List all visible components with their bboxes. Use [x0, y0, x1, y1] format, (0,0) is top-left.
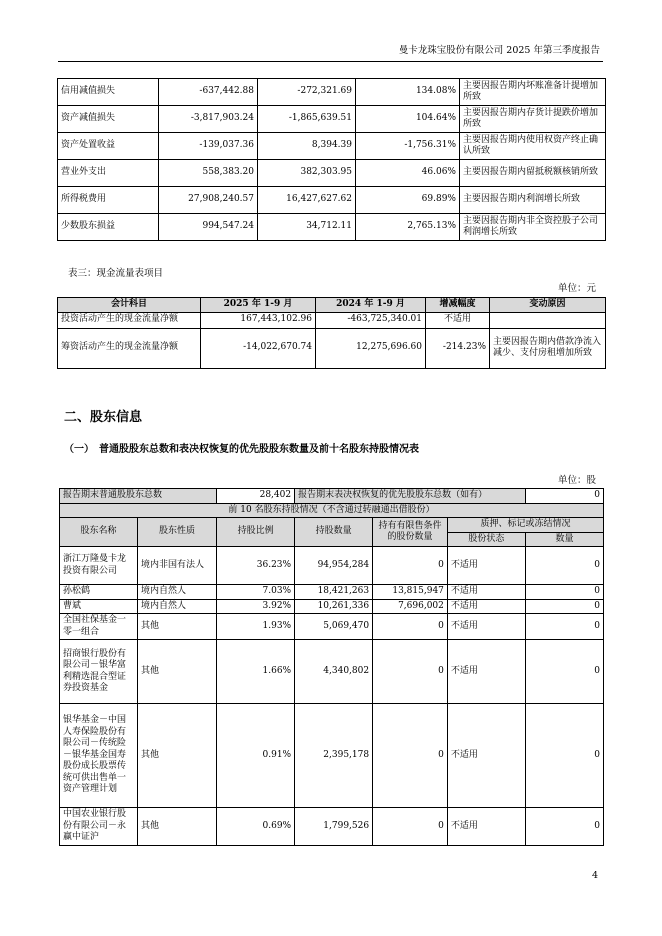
header-status: 股份状态 — [447, 532, 525, 547]
shareholder-shares: 1,799,526 — [295, 808, 373, 846]
shareholder-status: 不适用 — [447, 547, 525, 585]
shareholder-nature: 其他 — [138, 640, 217, 704]
table-row — [58, 106, 606, 133]
income-item: 少数股东损益 — [58, 214, 159, 241]
cashflow-prior: 12,275,696.60 — [316, 328, 426, 368]
shareholder-nature: 其他 — [138, 808, 217, 846]
income-item: 信用减值损失 — [58, 79, 159, 106]
shareholder-name: 招商银行股份有限公司－银华富利精选混合型证券投资基金 — [60, 640, 138, 704]
shareholder-name: 孙松鹤 — [60, 585, 138, 600]
shareholders-unit: 单位：股 — [557, 475, 596, 486]
shareholder-ratio: 0.91% — [217, 704, 295, 808]
shareholder-qty: 0 — [525, 704, 603, 808]
top10-caption: 前 10 名股东持股情况（不含通过转融通出借股份） — [60, 503, 604, 518]
income-change: 69.89% — [356, 187, 460, 214]
table-row — [58, 79, 606, 106]
header-shares: 持股数量 — [295, 518, 373, 547]
table-row — [60, 518, 604, 533]
subsection-title: （一） 普通股股东总数和表决权恢复的优先股股东数量及前十名股东持股情况表 — [64, 444, 419, 455]
shareholder-restricted: 0 — [373, 614, 448, 640]
income-change: -1,756.31% — [356, 133, 460, 160]
header-nature: 股东性质 — [138, 518, 217, 547]
income-reason: 主要因报告期内利润增长所致 — [460, 187, 606, 214]
shareholders-table — [59, 488, 604, 846]
header-name: 股东名称 — [60, 518, 138, 547]
cashflow-item: 投资活动产生的现金流量净额 — [58, 312, 201, 328]
shareholder-name: 中国农业银行股份有限公司－永赢中证沪 — [60, 808, 138, 846]
shareholder-ratio: 36.23% — [217, 547, 295, 585]
shareholder-nature: 境内自然人 — [138, 585, 217, 600]
income-change: 2,765.13% — [356, 214, 460, 241]
income-current: -3,817,903.24 — [159, 106, 258, 133]
shareholder-restricted: 0 — [373, 640, 448, 704]
income-current: -637,442.88 — [159, 79, 258, 106]
cashflow-reason: 主要因报告期内借款净流入减少、支付房租增加所致 — [490, 328, 606, 368]
header-restricted: 持有有限售条件的股份数量 — [373, 518, 448, 547]
header-ratio: 持股比例 — [217, 518, 295, 547]
cashflow-change: -214.23% — [426, 328, 490, 368]
table-row — [60, 585, 604, 600]
shareholder-status: 不适用 — [447, 808, 525, 846]
shareholder-nature: 其他 — [138, 704, 217, 808]
income-item: 所得税费用 — [58, 187, 159, 214]
table-row — [60, 489, 604, 504]
income-reason: 主要因报告期内留抵税额核销所致 — [460, 160, 606, 187]
shareholder-name: 全国社保基金一零一组合 — [60, 614, 138, 640]
income-changes-table — [57, 78, 606, 241]
income-reason: 主要因报告期内使用权资产终止确认所致 — [460, 133, 606, 160]
table-row — [58, 187, 606, 214]
income-prior: 34,712.11 — [258, 214, 356, 241]
shareholder-nature: 境内自然人 — [138, 599, 217, 614]
income-item: 营业外支出 — [58, 160, 159, 187]
shareholder-name: 曹斌 — [60, 599, 138, 614]
shareholder-status: 不适用 — [447, 640, 525, 704]
cashflow-unit: 单位：元 — [557, 283, 596, 294]
income-change: 46.06% — [356, 160, 460, 187]
cashflow-prior: -463,725,340.01 — [316, 312, 426, 328]
section-title: 二、股东信息 — [64, 410, 143, 425]
shareholder-nature: 其他 — [138, 614, 217, 640]
shareholder-ratio: 1.66% — [217, 640, 295, 704]
cashflow-item: 筹资活动产生的现金流量净额 — [58, 328, 201, 368]
shareholder-ratio: 0.69% — [217, 808, 295, 846]
cashflow-caption: 表三：现金流量表项目 — [68, 268, 164, 279]
income-change: 134.08% — [356, 79, 460, 106]
income-prior: -1,865,639.51 — [258, 106, 356, 133]
cashflow-table — [57, 297, 606, 369]
shareholder-restricted: 7,696,002 — [373, 599, 448, 614]
header-pledge: 质押、标记或冻结情况 — [447, 518, 603, 533]
shareholder-qty: 0 — [525, 808, 603, 846]
income-current: -139,037.36 — [159, 133, 258, 160]
table-row — [60, 640, 604, 704]
cashflow-change: 不适用 — [426, 312, 490, 328]
shareholder-qty: 0 — [525, 599, 603, 614]
cashflow-header-item: 会计科目 — [58, 298, 201, 313]
shareholder-ratio: 1.93% — [217, 614, 295, 640]
shareholder-shares: 18,421,263 — [295, 585, 373, 600]
cashflow-current: 167,443,102.96 — [201, 312, 316, 328]
shareholder-restricted: 0 — [373, 704, 448, 808]
shareholder-shares: 94,954,284 — [295, 547, 373, 585]
income-prior: -272,321.69 — [258, 79, 356, 106]
shareholder-qty: 0 — [525, 585, 603, 600]
income-reason: 主要因报告期内非全资控股子公司利润增长所致 — [460, 214, 606, 241]
shareholder-shares: 5,069,470 — [295, 614, 373, 640]
cashflow-header-reason: 变动原因 — [490, 298, 606, 313]
shareholder-qty: 0 — [525, 547, 603, 585]
table-row — [58, 312, 606, 328]
table-row — [58, 160, 606, 187]
shareholder-name: 银华基金－中国人寿保险股份有限公司－传统险－银华基金国寿股份成长股票传统可供出售单一资产管理计划 — [60, 704, 138, 808]
shareholder-qty: 0 — [525, 640, 603, 704]
income-prior: 382,303.95 — [258, 160, 356, 187]
table-row — [58, 214, 606, 241]
income-current: 558,383.20 — [159, 160, 258, 187]
table-row — [60, 503, 604, 518]
cashflow-header-prior: 2024 年 1-9 月 — [316, 298, 426, 313]
table-row — [60, 599, 604, 614]
shareholder-status: 不适用 — [447, 614, 525, 640]
cashflow-header-change: 增减幅度 — [426, 298, 490, 313]
income-prior: 16,427,627.62 — [258, 187, 356, 214]
shareholder-status: 不适用 — [447, 599, 525, 614]
shareholder-ratio: 3.92% — [217, 599, 295, 614]
header-divider — [58, 61, 603, 62]
page-number: 4 — [591, 870, 598, 881]
income-change: 104.64% — [356, 106, 460, 133]
table-row — [58, 133, 606, 160]
shareholder-restricted: 13,815,947 — [373, 585, 448, 600]
income-reason: 主要因报告期内存货计提跌价增加所致 — [460, 106, 606, 133]
income-item: 资产减值损失 — [58, 106, 159, 133]
preferred-shareholders-label: 报告期末表决权恢复的优先股股东总数（如有） — [295, 489, 526, 504]
cashflow-header-current: 2025 年 1-9 月 — [201, 298, 316, 313]
table-row — [60, 614, 604, 640]
shareholder-nature: 境内非国有法人 — [138, 547, 217, 585]
shareholder-ratio: 7.03% — [217, 585, 295, 600]
income-current: 27,908,240.57 — [159, 187, 258, 214]
shareholder-name: 浙江万隆曼卡龙投资有限公司 — [60, 547, 138, 585]
table-row — [60, 808, 604, 846]
total-shareholders-label: 报告期末普通股股东总数 — [60, 489, 217, 504]
table-row — [58, 328, 606, 368]
shareholder-restricted: 0 — [373, 547, 448, 585]
page-header: 曼卡龙珠宝股份有限公司 2025 年第三季度报告 — [398, 45, 600, 56]
preferred-shareholders-value: 0 — [525, 489, 603, 504]
income-reason: 主要因报告期内坏账准备计提增加所致 — [460, 79, 606, 106]
shareholder-shares: 4,340,802 — [295, 640, 373, 704]
table-row — [60, 704, 604, 808]
header-qty: 数量 — [525, 532, 603, 547]
shareholder-status: 不适用 — [447, 585, 525, 600]
total-shareholders-value: 28,402 — [217, 489, 295, 504]
shareholder-shares: 10,261,336 — [295, 599, 373, 614]
shareholder-restricted: 0 — [373, 808, 448, 846]
income-current: 994,547.24 — [159, 214, 258, 241]
income-item: 资产处置收益 — [58, 133, 159, 160]
shareholder-status: 不适用 — [447, 704, 525, 808]
income-prior: 8,394.39 — [258, 133, 356, 160]
cashflow-reason — [490, 312, 606, 328]
cashflow-current: -14,022,670.74 — [201, 328, 316, 368]
shareholder-shares: 2,395,178 — [295, 704, 373, 808]
shareholder-qty: 0 — [525, 614, 603, 640]
table-row — [60, 547, 604, 585]
